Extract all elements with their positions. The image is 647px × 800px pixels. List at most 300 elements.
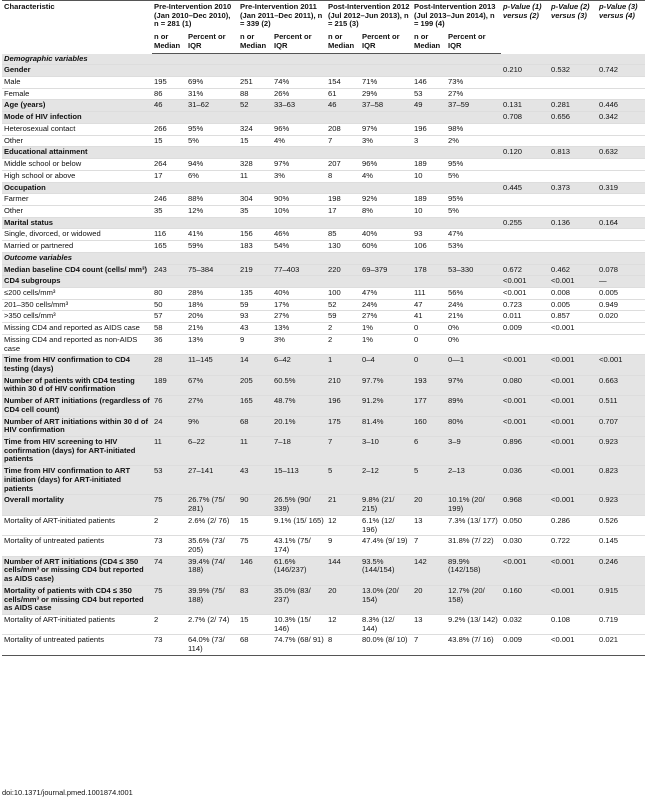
cell: 17	[152, 170, 186, 182]
cell: <0.001	[501, 556, 549, 585]
row-label: Missing CD4 and reported as non-AIDS case	[2, 334, 152, 354]
cell: 46%	[272, 229, 326, 241]
row-label: Mode of HIV infection	[2, 112, 152, 124]
cell	[152, 182, 186, 194]
cell: 43	[238, 323, 272, 335]
cell: 9.2% (13/ 142)	[446, 614, 501, 634]
cell: 35	[152, 205, 186, 217]
cell: 12%	[186, 205, 238, 217]
cell: 0.857	[549, 311, 597, 323]
cell: 7	[412, 635, 446, 655]
cell: 95%	[446, 159, 501, 171]
cell: 0.145	[597, 536, 645, 556]
cell	[152, 276, 186, 288]
cell: 8.3% (12/ 144)	[360, 614, 412, 634]
table-row	[2, 123, 645, 135]
cell: 15–113	[272, 466, 326, 495]
subheader-n: n or Median	[152, 31, 186, 53]
subheader-pct: Percent or IQR	[446, 31, 501, 53]
cell: 0	[412, 355, 446, 375]
cell	[446, 65, 501, 77]
cell: 15	[152, 135, 186, 147]
cell: 196	[326, 396, 360, 416]
row-label: Other	[2, 135, 152, 147]
cell: <0.001	[501, 355, 549, 375]
cell: 13	[412, 515, 446, 535]
table-row	[2, 264, 645, 276]
cell	[501, 170, 549, 182]
row-label: Number of ART initiations (regardless of CD4 cell count)	[2, 396, 152, 416]
cell: 20	[326, 585, 360, 614]
cell	[326, 182, 360, 194]
cell: <0.001	[501, 287, 549, 299]
cell: 31.8% (7/ 22)	[446, 536, 501, 556]
cell: 24%	[360, 299, 412, 311]
cell: 6–22	[186, 437, 238, 466]
table-row	[2, 635, 645, 655]
cell: <0.001	[549, 355, 597, 375]
cell: 15	[238, 614, 272, 634]
cell: 0–4	[360, 355, 412, 375]
cell: 0.210	[501, 65, 549, 77]
cell: 58	[152, 323, 186, 335]
cell: 0	[412, 323, 446, 335]
cell: 2	[326, 323, 360, 335]
cell: 59	[238, 299, 272, 311]
cell: 0—1	[446, 355, 501, 375]
cell: 92%	[360, 194, 412, 206]
cell: 27%	[186, 396, 238, 416]
cell: 47%	[446, 229, 501, 241]
cell: <0.001	[549, 585, 597, 614]
cell: 165	[238, 396, 272, 416]
cell: 17%	[272, 299, 326, 311]
cell: 14	[238, 355, 272, 375]
cell	[549, 123, 597, 135]
cell: 81.4%	[360, 416, 412, 436]
cell: 0.923	[597, 495, 645, 515]
cell: <0.001	[549, 375, 597, 395]
cell	[360, 65, 412, 77]
cell: 46	[152, 100, 186, 112]
cell: 3–10	[360, 437, 412, 466]
row-label: ≤200 cells/mm³	[2, 287, 152, 299]
cell: 41%	[186, 229, 238, 241]
table-row	[2, 466, 645, 495]
table-row	[2, 217, 645, 229]
cell: 2.6% (2/ 76)	[186, 515, 238, 535]
cell: 328	[238, 159, 272, 171]
table-row	[2, 241, 645, 253]
table-row	[2, 205, 645, 217]
cell: 67%	[186, 375, 238, 395]
cell: 246	[152, 194, 186, 206]
cell: 0.632	[597, 147, 645, 159]
cell: 175	[326, 416, 360, 436]
cell	[412, 182, 446, 194]
cell: 10.1% (20/ 199)	[446, 495, 501, 515]
cell: 80	[152, 287, 186, 299]
cell: 205	[238, 375, 272, 395]
cell: 0.742	[597, 65, 645, 77]
cell	[238, 147, 272, 159]
cell: 8%	[360, 205, 412, 217]
cell: 0%	[446, 323, 501, 335]
table-row	[2, 147, 645, 159]
cell	[597, 135, 645, 147]
cell: 251	[238, 77, 272, 89]
cell	[152, 147, 186, 159]
row-label: Mortality of ART-initiated patients	[2, 614, 152, 634]
cell: 0.281	[549, 100, 597, 112]
table-row	[2, 536, 645, 556]
cell	[549, 205, 597, 217]
cell: 5	[326, 466, 360, 495]
row-label: Gender	[2, 65, 152, 77]
cell: 68	[238, 416, 272, 436]
cell: 0%	[446, 334, 501, 354]
cell: 3%	[272, 334, 326, 354]
cell: 93.5% (144/154)	[360, 556, 412, 585]
cell	[326, 217, 360, 229]
cell: 0.009	[501, 635, 549, 655]
cell: 56%	[446, 287, 501, 299]
cell: 7	[326, 437, 360, 466]
cell: 7–18	[272, 437, 326, 466]
cell: 46	[326, 100, 360, 112]
cell	[597, 241, 645, 253]
cell: 3%	[272, 170, 326, 182]
cell: 0.021	[597, 635, 645, 655]
row-label: Single, divorced, or widowed	[2, 229, 152, 241]
table-row	[2, 375, 645, 395]
row-label: Mortality of untreated patients	[2, 536, 152, 556]
cell: 183	[238, 241, 272, 253]
cell: 3–9	[446, 437, 501, 466]
table-row	[2, 100, 645, 112]
cell: 1	[326, 355, 360, 375]
cell: 0	[412, 334, 446, 354]
cell: 83	[238, 585, 272, 614]
cell: 2	[326, 334, 360, 354]
cell: 75	[152, 495, 186, 515]
cell: 33–63	[272, 100, 326, 112]
cell: 8	[326, 635, 360, 655]
cell: 27–141	[186, 466, 238, 495]
cell: 96%	[272, 123, 326, 135]
cell	[446, 147, 501, 159]
cell: 0.813	[549, 147, 597, 159]
cell	[446, 276, 501, 288]
cell: 47	[412, 299, 446, 311]
cell: 146	[238, 556, 272, 585]
row-label: Mortality of patients with CD4 ≤ 350 cells/mm³ or missing CD4 but reported as AIDS case	[2, 585, 152, 614]
cell: 189	[152, 375, 186, 395]
cell	[412, 217, 446, 229]
cell: 61.6% (146/237)	[272, 556, 326, 585]
cell: 15	[238, 135, 272, 147]
cell: 26.5% (90/ 339)	[272, 495, 326, 515]
cell: 24%	[446, 299, 501, 311]
table-row	[2, 515, 645, 535]
cell: 13	[412, 614, 446, 634]
cell	[238, 112, 272, 124]
cell: 49	[412, 100, 446, 112]
cell: 0.511	[597, 396, 645, 416]
row-label: 201–350 cells/mm³	[2, 299, 152, 311]
cell: 0.462	[549, 264, 597, 276]
cell	[272, 217, 326, 229]
row-label: Missing CD4 and reported as AIDS case	[2, 323, 152, 335]
section-row	[2, 53, 645, 65]
cell: 3%	[360, 135, 412, 147]
cell	[501, 205, 549, 217]
cell: 26.7% (75/ 281)	[186, 495, 238, 515]
cell: 40%	[360, 229, 412, 241]
cell: 12.7% (20/ 158)	[446, 585, 501, 614]
cell: 198	[326, 194, 360, 206]
cell: 35.0% (83/ 237)	[272, 585, 326, 614]
cell: 0.005	[597, 287, 645, 299]
cell	[597, 77, 645, 89]
cell: 7.3% (13/ 177)	[446, 515, 501, 535]
cell	[186, 182, 238, 194]
cell: 0.373	[549, 182, 597, 194]
cell: 178	[412, 264, 446, 276]
row-label: Time from HIV screening to HIV confirmation (days) for ART-initiated patients	[2, 437, 152, 466]
cell: 11	[152, 437, 186, 466]
cell: 73%	[446, 77, 501, 89]
cell: 12	[326, 614, 360, 634]
cell: 2.7% (2/ 74)	[186, 614, 238, 634]
cell: 52	[326, 299, 360, 311]
cell: 20%	[186, 311, 238, 323]
cell: 2–13	[446, 466, 501, 495]
cell: 5%	[446, 170, 501, 182]
cell: 5%	[186, 135, 238, 147]
table-row	[2, 585, 645, 614]
table-row	[2, 287, 645, 299]
cell: 130	[326, 241, 360, 253]
cell: <0.001	[501, 276, 549, 288]
cell: 75	[238, 536, 272, 556]
cell: 219	[238, 264, 272, 276]
doi-footer: doi:10.1371/journal.pmed.1001874.t001	[2, 788, 133, 797]
row-label: CD4 subgroups	[2, 276, 152, 288]
header-row	[2, 1, 645, 32]
cell: 0.968	[501, 495, 549, 515]
cell: 165	[152, 241, 186, 253]
cell: 71%	[360, 77, 412, 89]
cell: 0.131	[501, 100, 549, 112]
cell	[549, 194, 597, 206]
cell: 93	[412, 229, 446, 241]
cell: 0.319	[597, 182, 645, 194]
cell	[272, 147, 326, 159]
table-row	[2, 65, 645, 77]
subheader-pct: Percent or IQR	[360, 31, 412, 53]
row-label: Educational attainment	[2, 147, 152, 159]
cell: 31–62	[186, 100, 238, 112]
cell	[412, 65, 446, 77]
cell	[186, 276, 238, 288]
cell: 27%	[272, 311, 326, 323]
cell: 0.160	[501, 585, 549, 614]
cell	[501, 88, 549, 100]
cell	[549, 334, 597, 354]
cell: 86	[152, 88, 186, 100]
cell: 98%	[446, 123, 501, 135]
cell: 0.446	[597, 100, 645, 112]
cell	[360, 112, 412, 124]
cell: 15	[238, 515, 272, 535]
row-label: Male	[2, 77, 152, 89]
cell: 89%	[446, 396, 501, 416]
cell: 21	[326, 495, 360, 515]
row-label: Marital status	[2, 217, 152, 229]
cell	[501, 194, 549, 206]
cell: 6%	[186, 170, 238, 182]
cell: 77–403	[272, 264, 326, 276]
cell: <0.001	[549, 466, 597, 495]
cell: 177	[412, 396, 446, 416]
cell: 266	[152, 123, 186, 135]
cell: 47.4% (9/ 19)	[360, 536, 412, 556]
cell: 18%	[186, 299, 238, 311]
cell: 0.036	[501, 466, 549, 495]
cell: 0.723	[501, 299, 549, 311]
cell	[238, 276, 272, 288]
cell: 5%	[446, 205, 501, 217]
cell: 208	[326, 123, 360, 135]
cell: 90	[238, 495, 272, 515]
cell: 95%	[186, 123, 238, 135]
cell	[326, 65, 360, 77]
cell: 57	[152, 311, 186, 323]
cell: 37–58	[360, 100, 412, 112]
cell: 60.5%	[272, 375, 326, 395]
cell	[549, 241, 597, 253]
cell: 156	[238, 229, 272, 241]
cell: 88	[238, 88, 272, 100]
cell: <0.001	[549, 323, 597, 335]
cell: 27%	[446, 88, 501, 100]
cell	[549, 229, 597, 241]
cell: 73	[152, 635, 186, 655]
cell: 193	[412, 375, 446, 395]
cell: 20.1%	[272, 416, 326, 436]
cell	[501, 334, 549, 354]
header-pre2010: Pre-Intervention 2010 (Jan 2010–Dec 2010), n = 281 (1)	[152, 1, 238, 32]
cell: 154	[326, 77, 360, 89]
cell: 3	[412, 135, 446, 147]
cell	[597, 323, 645, 335]
cell: 59	[326, 311, 360, 323]
cell	[501, 159, 549, 171]
cell: 0.050	[501, 515, 549, 535]
cell	[412, 112, 446, 124]
subheader-n: n or Median	[412, 31, 446, 53]
cell: 74.7% (68/ 91)	[272, 635, 326, 655]
header-pre2011: Pre-Intervention 2011 (Jan 2011–Dec 2011), n = 339 (2)	[238, 1, 326, 32]
row-label: Farmer	[2, 194, 152, 206]
cell: 35.6% (73/ 205)	[186, 536, 238, 556]
cell: 0.342	[597, 112, 645, 124]
cell	[597, 88, 645, 100]
cell	[501, 241, 549, 253]
cell	[238, 217, 272, 229]
cell: 0.532	[549, 65, 597, 77]
cell: 91.2%	[360, 396, 412, 416]
cell: 60%	[360, 241, 412, 253]
table-row	[2, 323, 645, 335]
cell: 324	[238, 123, 272, 135]
subheader-n: n or Median	[326, 31, 360, 53]
cell: 47%	[360, 287, 412, 299]
cell: 9	[326, 536, 360, 556]
cell: 142	[412, 556, 446, 585]
cell	[186, 147, 238, 159]
cell: 160	[412, 416, 446, 436]
cell: 12	[326, 515, 360, 535]
row-label: >350 cells/mm³	[2, 311, 152, 323]
cell: 6.1% (12/ 196)	[360, 515, 412, 535]
cell: 0.823	[597, 466, 645, 495]
cell: 0.020	[597, 311, 645, 323]
cell: 106	[412, 241, 446, 253]
cell	[549, 170, 597, 182]
cell: 0.164	[597, 217, 645, 229]
cell: <0.001	[549, 556, 597, 585]
cell: 0.663	[597, 375, 645, 395]
cell	[272, 276, 326, 288]
cell: 0.707	[597, 416, 645, 436]
cell: 1%	[360, 323, 412, 335]
cell	[326, 147, 360, 159]
cell: 80.0% (8/ 10)	[360, 635, 412, 655]
cell: <0.001	[549, 495, 597, 515]
table-row	[2, 334, 645, 354]
characteristics-table	[2, 0, 645, 656]
cell: 97%	[360, 123, 412, 135]
table-row	[2, 88, 645, 100]
cell: 21%	[186, 323, 238, 335]
cell: 116	[152, 229, 186, 241]
cell	[597, 229, 645, 241]
cell	[549, 77, 597, 89]
cell: 64.0% (73/ 114)	[186, 635, 238, 655]
cell: 10	[412, 170, 446, 182]
cell: 207	[326, 159, 360, 171]
table-row	[2, 495, 645, 515]
table-row	[2, 299, 645, 311]
cell: 2%	[446, 135, 501, 147]
cell: 0.136	[549, 217, 597, 229]
cell	[186, 217, 238, 229]
cell: 5	[412, 466, 446, 495]
cell: 97.7%	[360, 375, 412, 395]
table-row	[2, 355, 645, 375]
cell: 243	[152, 264, 186, 276]
cell: 7	[412, 536, 446, 556]
cell: 8	[326, 170, 360, 182]
cell: 0.896	[501, 437, 549, 466]
cell: <0.001	[549, 276, 597, 288]
cell: 6	[412, 437, 446, 466]
section-label: Outcome variables	[2, 252, 645, 264]
cell: 52	[238, 100, 272, 112]
cell: 9.1% (15/ 165)	[272, 515, 326, 535]
